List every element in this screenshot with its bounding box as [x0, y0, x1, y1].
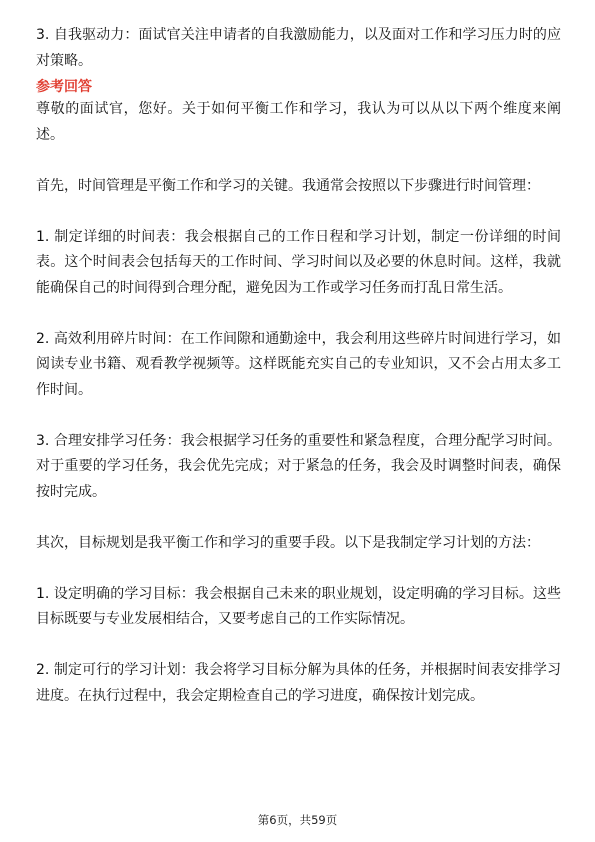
- paragraph-greeting: 尊敬的面试官，您好。关于如何平衡工作和学习，我认为可以从以下两个维度来阐述。: [36, 101, 561, 143]
- paragraph-time-management-intro: 首先，时间管理是平衡工作和学习的关键。我通常会按照以下步骤进行时间管理：: [36, 177, 540, 194]
- spacer: [36, 301, 561, 327]
- paragraph-step-2: 2. 高效利用碎片时间：在工作间隙和通勤途中，我会利用这些碎片时间进行学习，如阅读专业书籍、观看教学视频等。这样既能充实自己的专业知识，又不会占用太多工作时间。: [36, 330, 561, 398]
- paragraph-goal-2: 2. 制定可行的学习计划：我会将学习目标分解为具体的任务，并根据时间表安排学习进度。在执行过程中，我会定期检查自己的学习进度，确保按计划完成。: [36, 662, 561, 704]
- document-body: [36, 23, 561, 709]
- paragraph-self-motivation: 3. 自我驱动力：面试官关注申请者的自我激励能力，以及面对工作和学习压力时的应对策略。: [36, 27, 561, 69]
- page-number-footer: 第6页，共59页: [257, 813, 338, 827]
- spacer: [36, 505, 561, 531]
- spacer: [36, 403, 561, 429]
- paragraph-step-1: 1. 制定详细的时间表：我会根据自己的工作日程和学习计划，制定一份详细的时间表。这个时间表会包括每天的工作时间、学习时间以及必要的休息时间。这样，我就能确保自己的时间得到合理分配，避免因为工作或学习任务而打乱日常生活。: [36, 228, 561, 296]
- paragraph-step-3: 3. 合理安排学习任务：我会根据学习任务的重要性和紧急程度，合理分配学习时间。对于重要的学习任务，我会优先完成；对于紧急的任务，我会及时调整时间表，确保按时完成。: [36, 432, 561, 500]
- paragraph-goal-1: 1. 设定明确的学习目标：我会根据自己未来的职业规划，设定明确的学习目标。这些目标既要与专业发展相结合，又要考虑自己的工作实际情况。: [36, 585, 561, 627]
- reference-answer-heading: 参考回答: [36, 79, 92, 95]
- spacer: [36, 199, 561, 225]
- paragraph-goal-planning-intro: 其次，目标规划是我平衡工作和学习的重要手段。以下是我制定学习计划的方法：: [36, 534, 540, 551]
- spacer: [36, 148, 561, 174]
- spacer: [36, 556, 561, 582]
- spacer: [36, 633, 561, 659]
